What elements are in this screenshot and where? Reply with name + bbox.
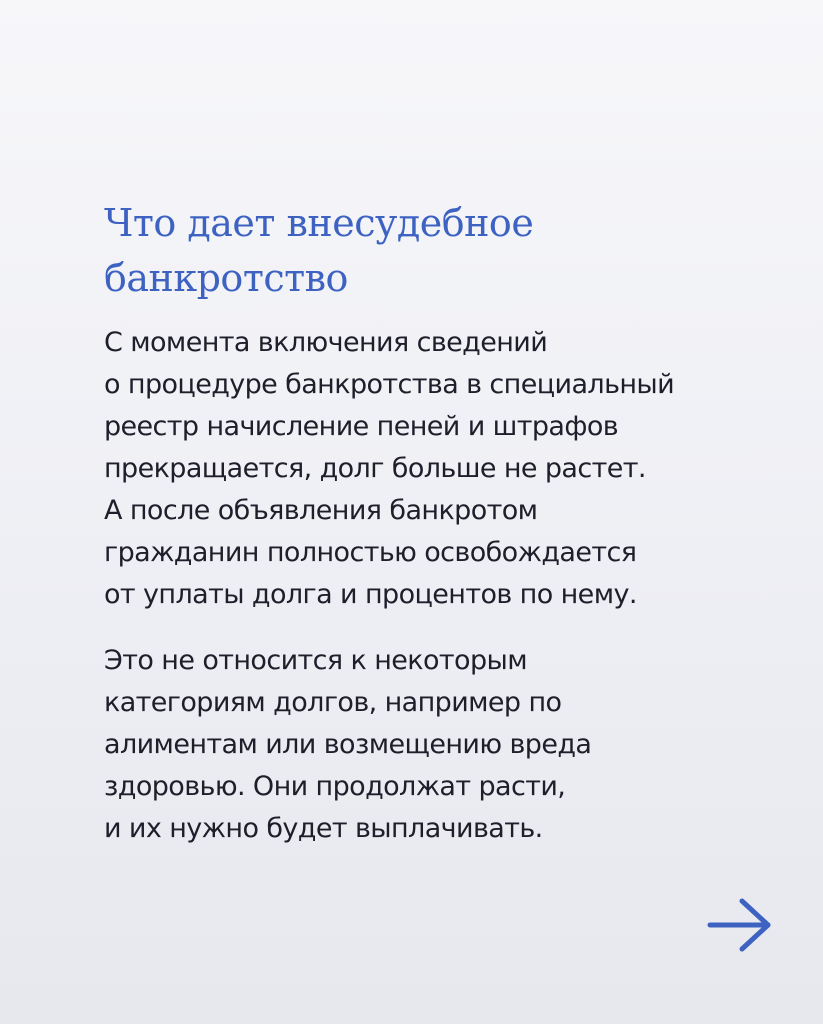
paragraph-exceptions [104, 640, 804, 850]
paragraph-line: С момента включения сведений [104, 327, 548, 358]
paragraph-line: категориям долгов, например по [104, 687, 562, 718]
paragraph-line: и их нужно будет выплачивать. [104, 813, 543, 844]
next-slide-button[interactable] [706, 896, 774, 954]
slide-title [104, 196, 744, 306]
paragraph-line: от уплаты долга и процентов по нему. [104, 579, 637, 610]
paragraph-line: прекращается, долг больше не растет. [104, 453, 646, 484]
paragraph-line: здоровью. Они продолжат расти, [104, 771, 566, 802]
slide-title-line: банкротство [104, 256, 348, 300]
paragraph-line: Это не относится к некоторым [104, 645, 527, 676]
paragraph-line: алиментам или возмещению вреда [104, 729, 592, 760]
paragraph-line: гражданин полностью освобождается [104, 537, 637, 568]
paragraph-line: реестр начисление пеней и штрафов [104, 411, 619, 442]
paragraph-line: А после объявления банкротом [104, 495, 538, 526]
paragraph-line: о процедуре банкротства в специальный [104, 369, 675, 400]
slide-title-line: Что дает внесудебное [104, 201, 534, 245]
arrow-right-icon [706, 896, 774, 954]
paragraph-bankruptcy-effect [104, 322, 804, 616]
